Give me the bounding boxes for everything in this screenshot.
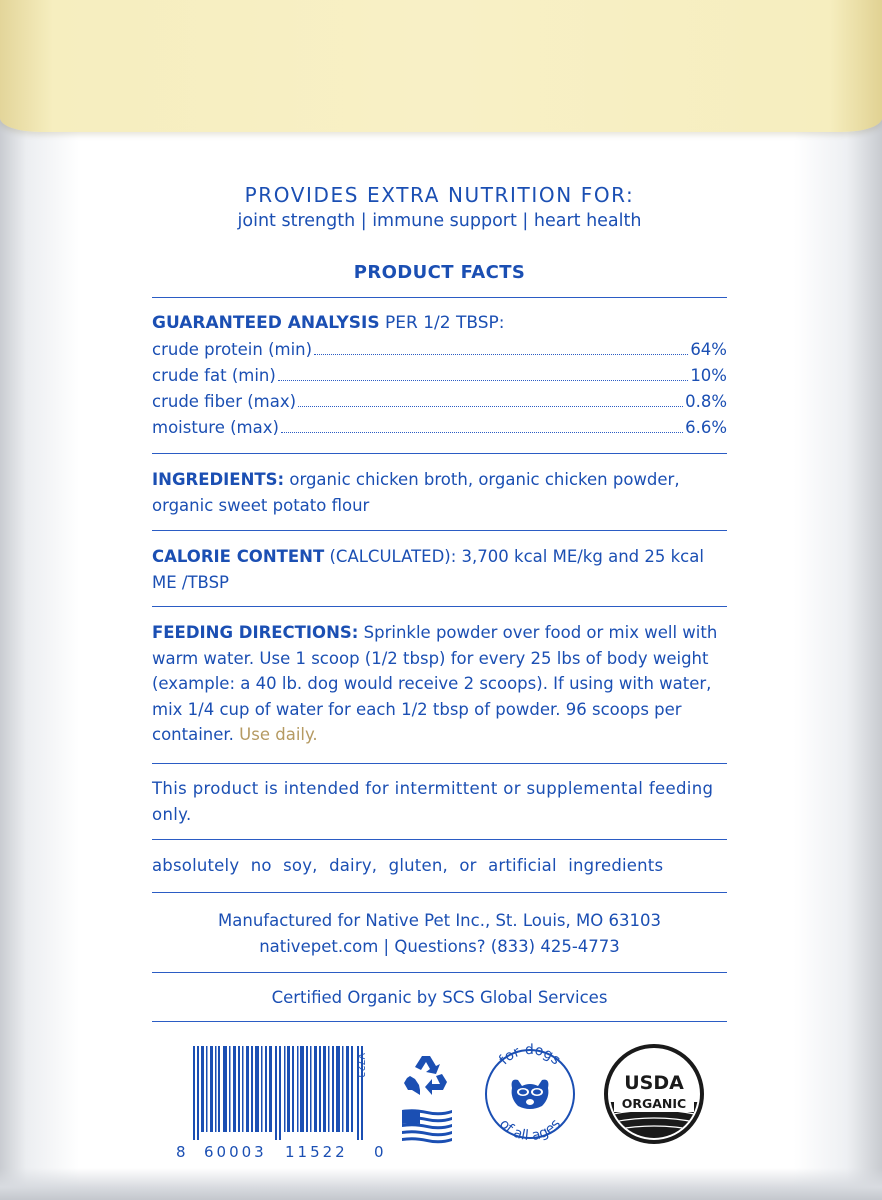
recycle-icon	[402, 1052, 450, 1100]
provides-title: PROVIDES EXTRA NUTRITION FOR:	[244, 183, 635, 207]
analysis-label: crude fat (min)	[152, 366, 276, 385]
ingredients-text: organic chicken broth, organic chicken powder, organic sweet potato flour	[152, 470, 680, 515]
feeding-label: FEEDING DIRECTIONS:	[152, 623, 359, 642]
divider	[152, 839, 727, 840]
analysis-row	[152, 366, 727, 385]
us-flag-icon	[400, 1108, 454, 1144]
dot-leader	[278, 380, 689, 381]
use-daily-note: Use daily.	[239, 725, 318, 744]
usda-top-text: USDA	[624, 1072, 684, 1094]
analysis-value: 6.6%	[685, 418, 727, 437]
analysis-value: 0.8%	[685, 392, 727, 411]
analysis-value: 10%	[690, 366, 727, 385]
manufacturer-line: Manufactured for Native Pet Inc., St. Louis, MO 63103	[218, 911, 661, 930]
analysis-row	[152, 418, 727, 437]
barcode-left-digits: 60003	[204, 1143, 267, 1161]
benefits-line: joint strength | immune support | heart health	[237, 211, 642, 231]
calorie-text: (CALCULATED): 3,700 kcal ME/kg and 25 kcal ME /TBSP	[152, 547, 704, 592]
dot-leader	[298, 406, 683, 407]
barcode-icon	[193, 1046, 363, 1140]
guaranteed-analysis-serving: PER 1/2 TBSP:	[379, 313, 505, 333]
divider	[152, 453, 727, 454]
ingredients-block	[152, 467, 732, 518]
usda-organic-seal-icon	[604, 1044, 704, 1144]
usda-band-text: ORGANIC	[621, 1096, 687, 1111]
free-from-statement: absolutely no soy, dairy, gluten, or artificial ingredients	[152, 856, 664, 875]
dot-leader	[314, 354, 688, 355]
analysis-label: crude fiber (max)	[152, 392, 297, 411]
analysis-row	[152, 340, 727, 359]
divider	[152, 1021, 727, 1022]
divider	[152, 530, 727, 531]
divider	[152, 606, 727, 607]
barcode-lead-digit: 8	[176, 1143, 189, 1161]
feeding-block	[152, 620, 732, 748]
product-facts-title: PRODUCT FACTS	[353, 262, 526, 283]
intended-use-note: This product is intended for intermittent or supplemental feeding only.	[152, 779, 714, 824]
divider	[152, 763, 727, 764]
badge-bottom-text: of all ages	[495, 1116, 565, 1145]
calorie-block	[152, 544, 732, 595]
divider	[152, 972, 727, 973]
ingredients-label: INGREDIENTS:	[152, 470, 285, 489]
analysis-row	[152, 392, 727, 411]
barcode-right-digits: 11522	[285, 1143, 348, 1161]
dog-with-sunglasses-icon	[512, 1080, 549, 1109]
guaranteed-analysis-label: GUARANTEED ANALYSIS	[152, 313, 380, 333]
feeding-text: Sprinkle powder over food or mix well with warm water. Use 1 scoop (1/2 tbsp) for every 25 lbs of body weight (example: a 40 lb. dog would receive 2 scoops). If using with water, mix 1/4 cup of water for each 1/2 tbsp of powder. 96 scoops per container.	[152, 623, 718, 744]
analysis-label: moisture (max)	[152, 418, 279, 437]
badge-top-text: for dogs	[496, 1041, 564, 1069]
calorie-label: CALORIE CONTENT	[152, 547, 325, 566]
canister-bottom-rim	[0, 1168, 882, 1200]
barcode-trail-digit: 0	[374, 1143, 387, 1161]
certified-organic-line: Certified Organic by SCS Global Services	[271, 988, 608, 1007]
divider	[152, 297, 727, 298]
barcode-code: V723	[355, 1053, 366, 1078]
contact-line: nativepet.com | Questions? (833) 425-4773	[259, 937, 620, 956]
for-dogs-of-all-ages-badge	[482, 1036, 578, 1148]
guaranteed-analysis-heading	[152, 313, 727, 333]
dot-leader	[281, 432, 683, 433]
divider	[152, 892, 727, 893]
analysis-value: 64%	[690, 340, 727, 359]
canister-lid	[0, 0, 882, 132]
analysis-label: crude protein (min)	[152, 340, 313, 359]
